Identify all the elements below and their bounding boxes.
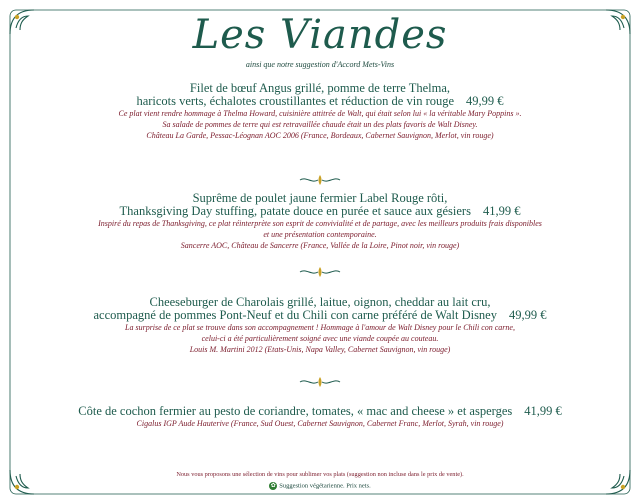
wine-pairing: Château La Garde, Pessac-Léognan AOC 2006 (France, Bordeaux, Cabernet Sauvignon, Merlot, vin rouge) xyxy=(146,131,494,140)
dish-name: accompagné de pommes Pont-Neuf et du Chili con carne préféré de Walt Disney xyxy=(93,308,497,322)
leaf-icon: ✿ xyxy=(270,483,276,489)
fleur-separator-icon xyxy=(298,266,342,278)
dish-description: et une présentation contemporaine. xyxy=(263,230,377,239)
dish-name: Suprême de poulet jaune fermier Label Rouge rôti, xyxy=(192,191,448,205)
footer-legend xyxy=(0,482,640,490)
wine-pairing: Sancerre AOC, Château de Sancerre (France, Vallée de la Loire, Pinot noir, vin rouge) xyxy=(180,241,460,250)
dish-item xyxy=(40,405,600,430)
veg-label: Suggestion végétarienne. Prix nets. xyxy=(279,482,371,490)
dish-item xyxy=(40,296,600,356)
dish-description: celui-ci a été particulièrement soigné avec une viande coupée au couteau. xyxy=(201,334,439,343)
dish-description: La surprise de ce plat se trouve dans son accompagnement ! Hommage à l'amour de Walt Disney pour le Chili con carne, xyxy=(125,323,515,332)
dish-price: 41,99 € xyxy=(482,204,521,218)
dish-description: Inspiré du repas de Thanksgiving, ce plat réinterprète son esprit de convivialité et de partage, avec les meilleurs produits frais disponibles xyxy=(98,219,542,228)
dish-name: haricots verts, échalotes croustillantes et réduction de vin rouge xyxy=(136,94,455,108)
dish-item xyxy=(40,192,600,252)
dish-description: Sa salade de pommes de terre qui est retravaillée chaude était un des plats favoris de Walt Disney. xyxy=(162,120,478,129)
wine-pairing: Cigalus IGP Aude Hauterive (France, Sud Ouest, Cabernet Sauvignon, Cabernet Franc, Merlot, Syrah, vin rouge) xyxy=(136,419,504,428)
wine-pairing: Louis M. Martini 2012 (Etats-Unis, Napa Valley, Cabernet Sauvignon, vin rouge) xyxy=(189,345,451,354)
wine-note: Nous vous proposons une sélection de vins pour sublimer vos plats (suggestion non incluse dans le prix de vente). xyxy=(176,471,464,478)
dish-price: 49,99 € xyxy=(509,308,547,322)
dish-name: Cheeseburger de Charolais grillé, laitue, oignon, cheddar au lait cru, xyxy=(149,295,491,309)
fleur-separator-icon xyxy=(298,376,342,388)
page-subtitle: ainsi que notre suggestion d'Accord Mets-Vins xyxy=(245,60,395,69)
dish-price: 49,99 € xyxy=(466,94,504,108)
dish-name: Côte de cochon fermier au pesto de coriandre, tomates, « mac and cheese » et asperges xyxy=(78,404,513,418)
dish-price: 41,99 € xyxy=(524,404,562,418)
fleur-separator-icon xyxy=(298,174,342,186)
dish-name: Thanksgiving Day stuffing, patate douce en purée et sauce aux gésiers xyxy=(119,204,471,218)
dish-item xyxy=(40,82,600,142)
dish-description: Ce plat vient rendre hommage à Thelma Howard, cuisinière attitrée de Walt, qui était selon lui « la véritable Mary Poppins ». xyxy=(118,109,522,118)
dish-name: Filet de bœuf Angus grillé, pomme de terre Thelma, xyxy=(189,81,451,95)
page-title: Les Viandes xyxy=(192,12,448,58)
